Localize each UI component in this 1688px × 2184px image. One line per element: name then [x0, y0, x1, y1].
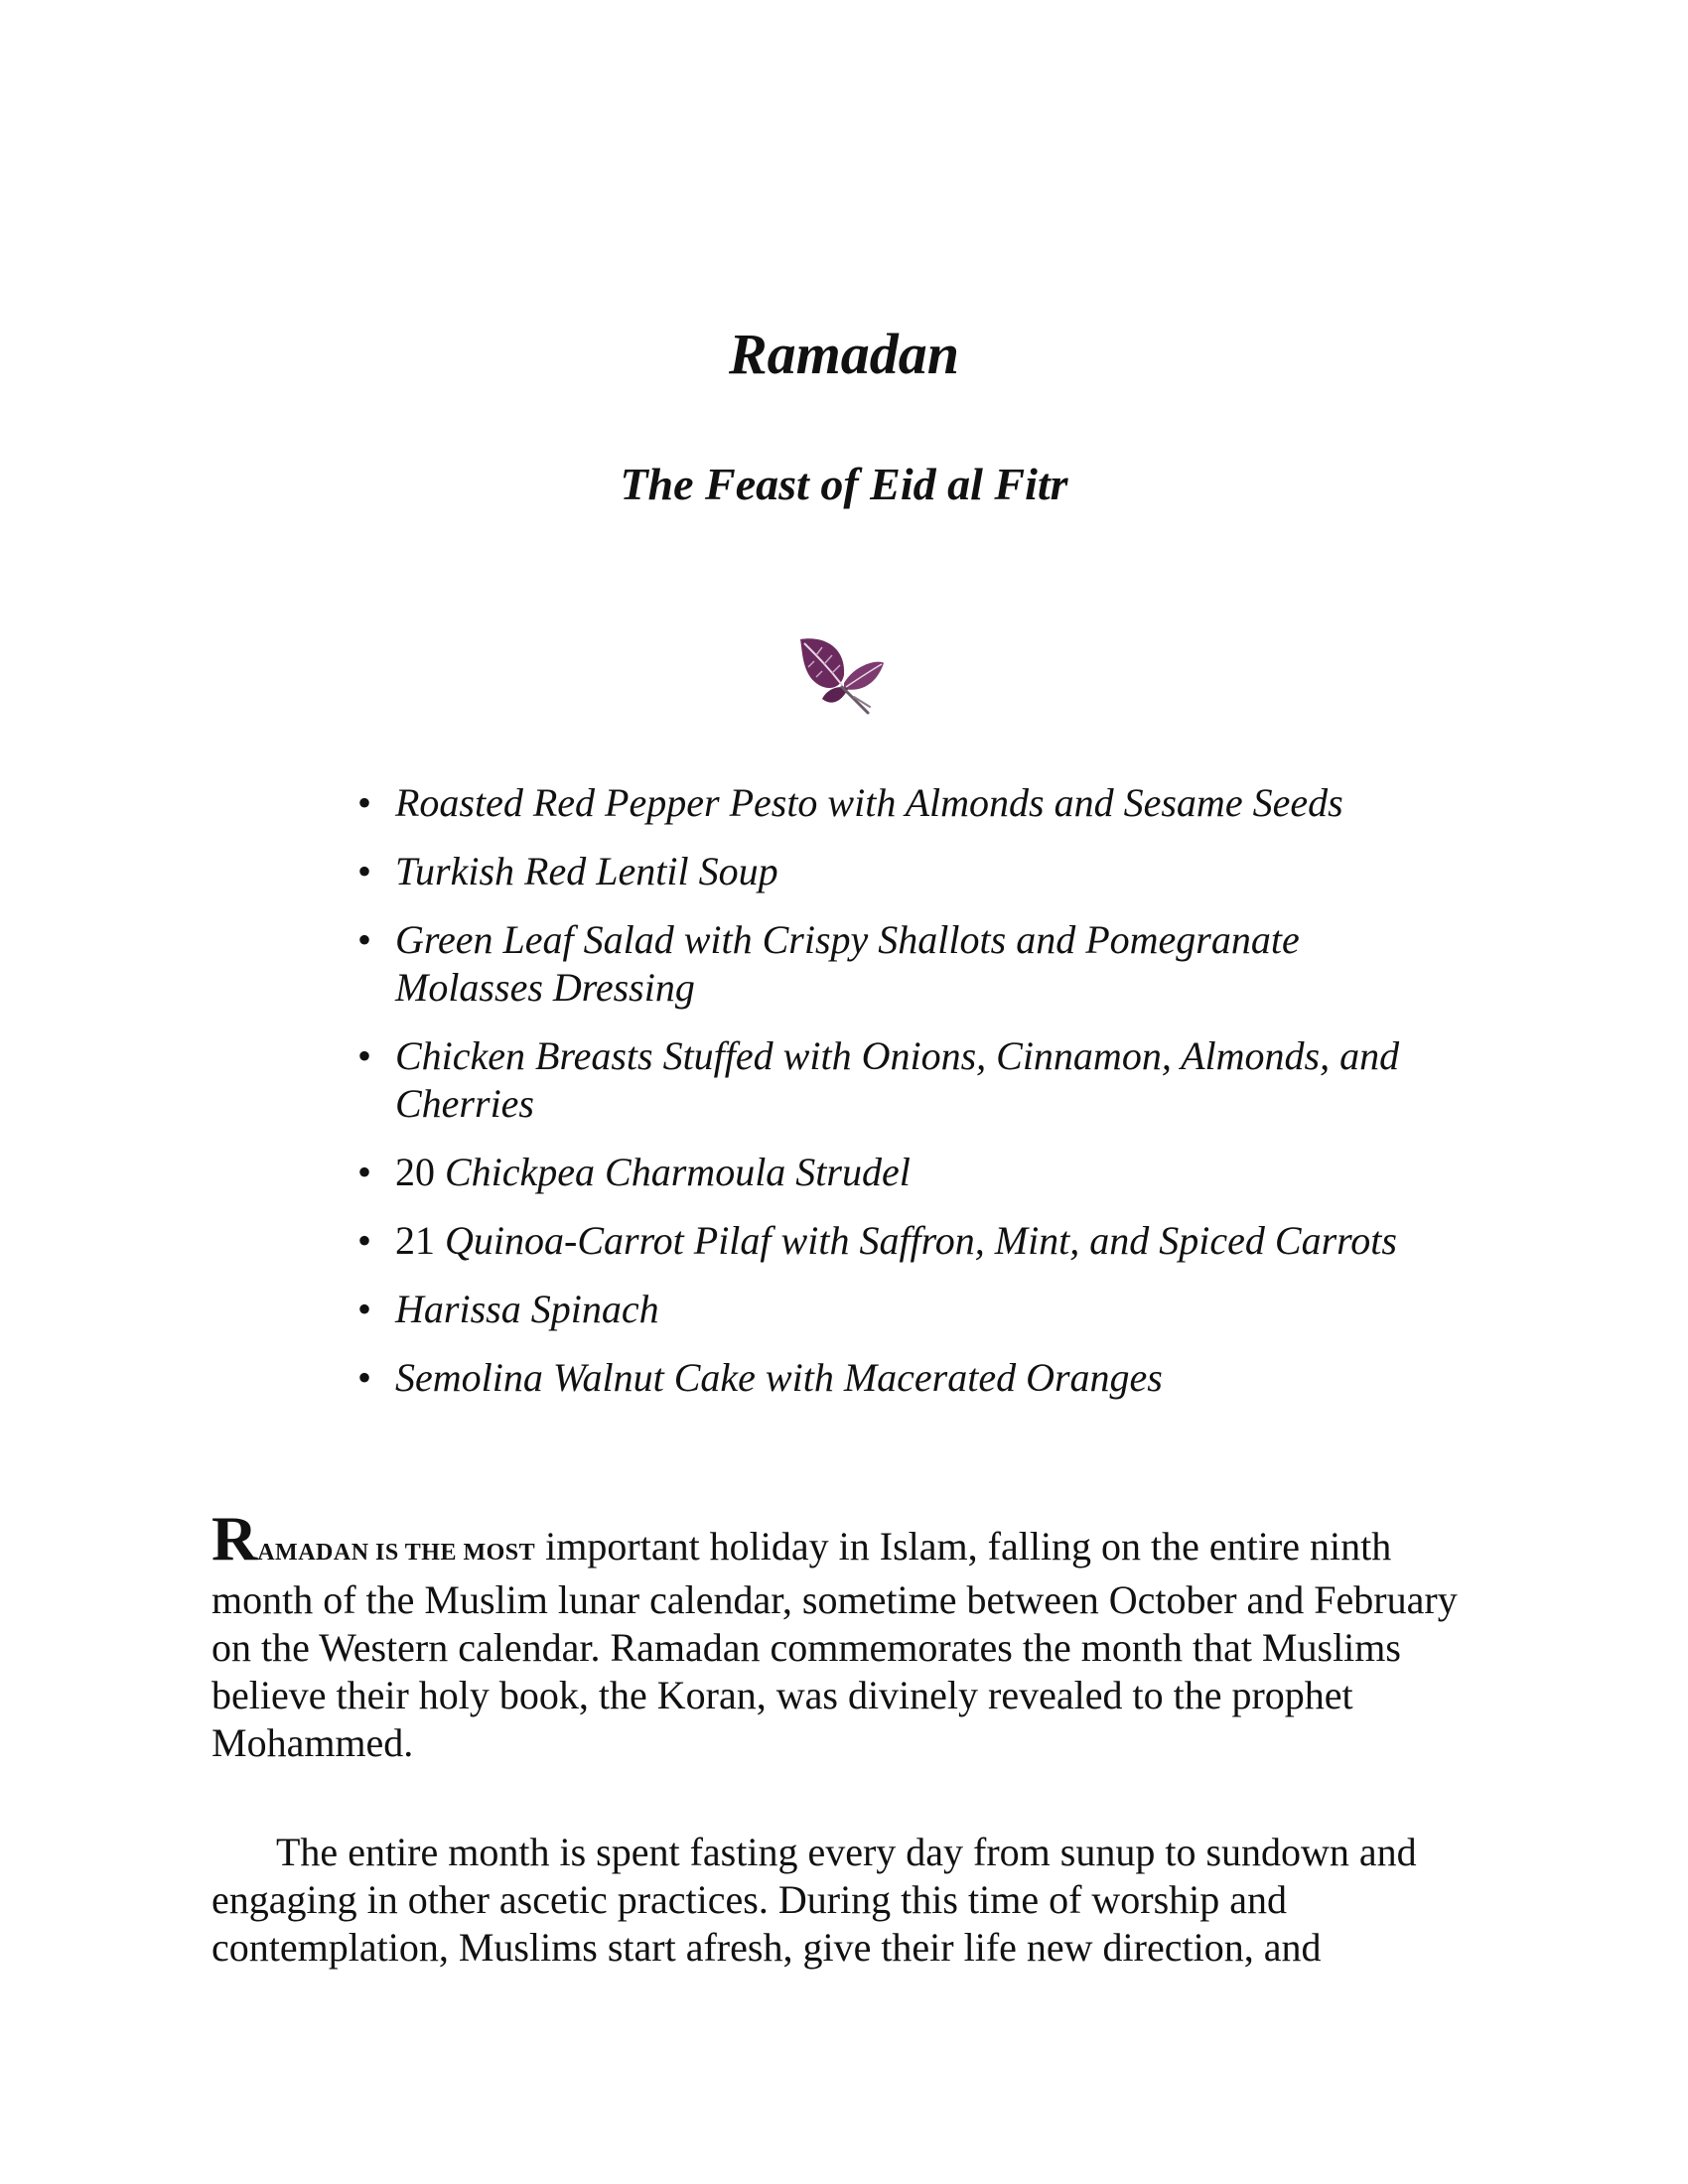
- dish-name: Roasted Red Pepper Pesto with Almonds and Sesame Seeds: [395, 780, 1343, 825]
- body-paragraph-2: The entire month is spent fasting every day from sunup to sundown and engaging in other ascetic practices. During this time of worship and contemplation, Muslims start afresh, give their life new direction, and: [211, 1830, 1417, 1970]
- dish-name: Semolina Walnut Cake with Macerated Oranges: [395, 1355, 1163, 1400]
- list-item: [357, 1286, 1430, 1333]
- drop-cap: R: [211, 1503, 258, 1573]
- dish-name: Chicken Breasts Stuffed with Onions, Cinnamon, Almonds, and Cherries: [395, 1033, 1400, 1126]
- menu-list: [357, 779, 1430, 1423]
- dish-name: Quinoa-Carrot Pilaf with Saffron, Mint, and Spiced Carrots: [445, 1218, 1397, 1263]
- dish-name: Chickpea Charmoula Strudel: [445, 1150, 911, 1194]
- paragraph-text: important holiday in Islam, falling on the entire ninth month of the Muslim lunar calendar, sometime between October and February on the Western calendar. Ramadan commemorates the month that Muslims believe their holy book, the Koran, was divinely revealed to the prophet Mohammed.: [211, 1524, 1458, 1765]
- list-item: [357, 1217, 1430, 1265]
- list-item: [357, 848, 1430, 895]
- bullet: •: [357, 849, 372, 893]
- bullet: •: [357, 1287, 372, 1331]
- dish-name: Turkish Red Lentil Soup: [395, 849, 778, 893]
- bullet: •: [357, 1033, 372, 1078]
- body-paragraph-1: [211, 1503, 1492, 1767]
- list-item: [357, 916, 1430, 1012]
- list-item: [357, 1354, 1430, 1402]
- dish-name: Green Leaf Salad with Crispy Shallots and Pomegranate Molasses Dressing: [395, 917, 1300, 1010]
- item-number: 20: [395, 1150, 445, 1194]
- bullet: •: [357, 1150, 372, 1194]
- page-subtitle: The Feast of Eid al Fitr: [620, 459, 1068, 509]
- small-caps-lead: AMADAN IS THE MOST: [257, 1540, 536, 1566]
- bullet: •: [357, 1218, 372, 1263]
- list-item: [357, 779, 1430, 827]
- leaf-ornament-icon: [794, 633, 894, 723]
- bullet: •: [357, 917, 372, 962]
- list-item: [357, 1032, 1430, 1128]
- dish-name: Harissa Spinach: [395, 1287, 659, 1331]
- bullet: •: [357, 1355, 372, 1400]
- bullet: •: [357, 780, 372, 825]
- item-number: 21: [395, 1218, 445, 1263]
- list-item: [357, 1149, 1430, 1196]
- page-title: Ramadan: [728, 322, 960, 386]
